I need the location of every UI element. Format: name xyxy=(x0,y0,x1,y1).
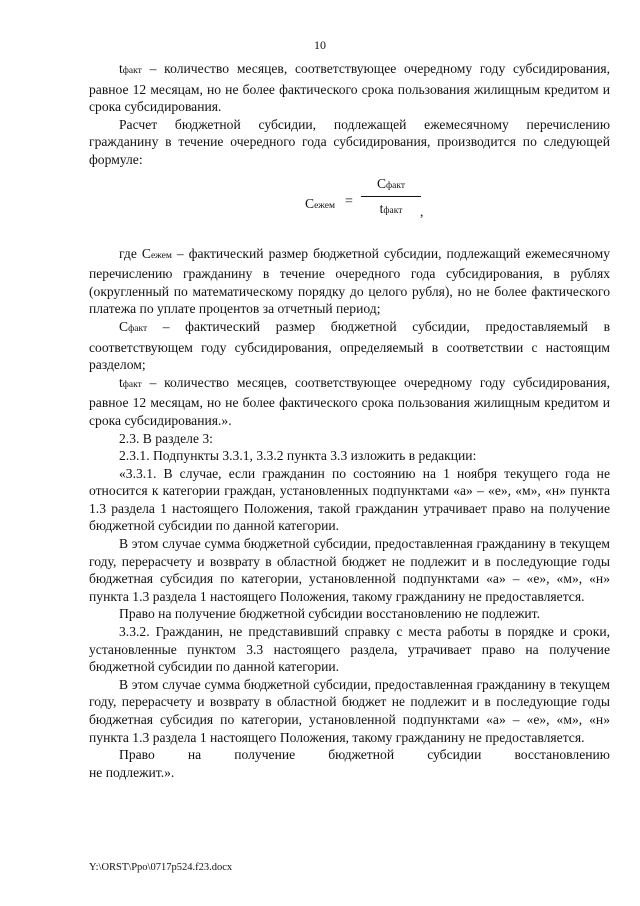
paragraph-right-1: Право на получение бюджетной субсидии восстановлению не подлежит. xyxy=(119,606,540,622)
where-prefix: где С xyxy=(119,245,151,261)
paragraph-3-3-1: «3.3.1. В случае, если гражданин по состоянию на 1 ноября текущего года не относится к категории граждан, установленных подпунктами «а» – «е», «м», «н» пункта 1.3 раздела 1 настоящего Положения, такой гражданин утрачивает право на получение бюджетной субсидии по данной категории. xyxy=(89,465,610,534)
fraction-bar xyxy=(361,196,421,197)
t-fact-definition xyxy=(89,374,610,430)
paragraph-3-3-2: 3.3.2. Гражданин, не представивший справку с места работы в порядке и сроки, установленные пунктом 3.3 настоящего раздела, утрачивает право на получение бюджетной субсидии по данной категории. xyxy=(89,624,610,675)
c-fact-subscript: факт xyxy=(128,323,148,334)
denominator-symbol: t xyxy=(379,200,384,216)
section-2-3-1: 2.3.1. Подпункты 3.3.1, 3.3.2 пункта 3.3 изложить в редакции: xyxy=(119,448,477,464)
word: получение xyxy=(234,747,296,763)
c-fact-symbol: С xyxy=(119,318,129,334)
formula-lhs-symbol: С xyxy=(305,195,315,211)
t-fact-text: – количество месяцев, соответствующее очередному году субсидирования, равное 12 месяцам, но не более фактического срока пользования жилищным кредитом и срока субсидирования.». xyxy=(89,374,610,428)
page-number: 10 xyxy=(314,38,326,52)
t-fact-definition-text: количество месяцев, соответствующее очередному году субсидирования, равное 12 месяцам, но не более фактического срока пользования жилищным кредитом и срока субсидирования. xyxy=(89,61,611,115)
paragraph-right-2-end: не подлежит.». xyxy=(89,764,175,780)
formula xyxy=(89,173,610,241)
c-fact-definition xyxy=(89,318,610,374)
denominator-subscript: факт xyxy=(383,205,403,216)
formula-fraction xyxy=(361,173,424,220)
formula-intro-paragraph: Расчет бюджетной субсидии, подлежащей ежемесячному перечислению гражданину в течение очередного года субсидирования, производится по следующей формуле: xyxy=(89,116,610,167)
c-ezhem-text: – фактический размер бюджетной субсидии, подлежащий ежемесячному перечислению гражданину в течение очередного года субсидирования, в рублях (округленный по математическому порядку до целого рубля), но не более фактического платежа по уплате процентов за отчетный период; xyxy=(89,245,610,317)
formula-comma: , xyxy=(420,203,424,219)
word: субсидии xyxy=(427,747,482,763)
numerator-symbol: С xyxy=(376,175,387,191)
word: на xyxy=(187,747,202,763)
paragraph-right-2 xyxy=(89,746,610,781)
paragraph-case-1: В этом случае сумма бюджетной субсидии, предоставленная гражданину в текущем году, перерасчету и возврату в областной бюджет не подлежит и в последующие годы бюджетная субсидия по категории, установленной подпунктами «а» – «е», «м», «н» пункта 1.3 раздела 1 настоящего Положения, такому гражданину не предоставляется. xyxy=(89,536,610,604)
numerator-subscript: факт xyxy=(386,180,406,191)
t-fact-definition-top xyxy=(89,60,610,116)
footer-file-path: Y:\ORST\Ppo\0717p524.f23.docx xyxy=(89,862,233,873)
dash: – xyxy=(141,61,165,76)
t-fact-subscript-2: факт xyxy=(122,379,142,390)
t-fact-symbol-2: t xyxy=(119,374,123,390)
paragraph-right-2-line xyxy=(89,746,610,764)
document-body xyxy=(89,60,610,781)
c-fact-text: – фактический размер бюджетной субсидии, предоставляемый в соответствующем году субсидирования, определяемый в соответствии с настоящим разделом; xyxy=(89,318,610,373)
formula-lhs xyxy=(305,195,335,216)
paragraph-case-2: В этом случае сумма бюджетной субсидии, предоставленная гражданину в текущем году, перерасчету и возврату в областной бюджет не подлежит и в последующие годы бюджетная субсидия по категории, установленной подпунктами «а» – «е», «м», «н» пункта 1.3 раздела 1 настоящего Положения, такому гражданину не предоставляется. xyxy=(89,676,610,745)
formula-equals: = xyxy=(345,193,353,209)
word: бюджетной xyxy=(328,747,395,763)
word: Право xyxy=(119,747,155,763)
t-fact-subscript: факт xyxy=(122,66,142,76)
formula-denominator xyxy=(361,198,424,220)
section-2-3: 2.3. В разделе 3: xyxy=(119,430,213,446)
word: восстановлению xyxy=(514,747,610,763)
c-ezhem-definition xyxy=(89,245,610,318)
formula-lhs-subscript: ежем xyxy=(314,200,335,211)
formula-numerator xyxy=(361,173,421,195)
c-ezhem-subscript: ежем xyxy=(150,250,172,261)
t-fact-symbol: t xyxy=(119,61,123,76)
